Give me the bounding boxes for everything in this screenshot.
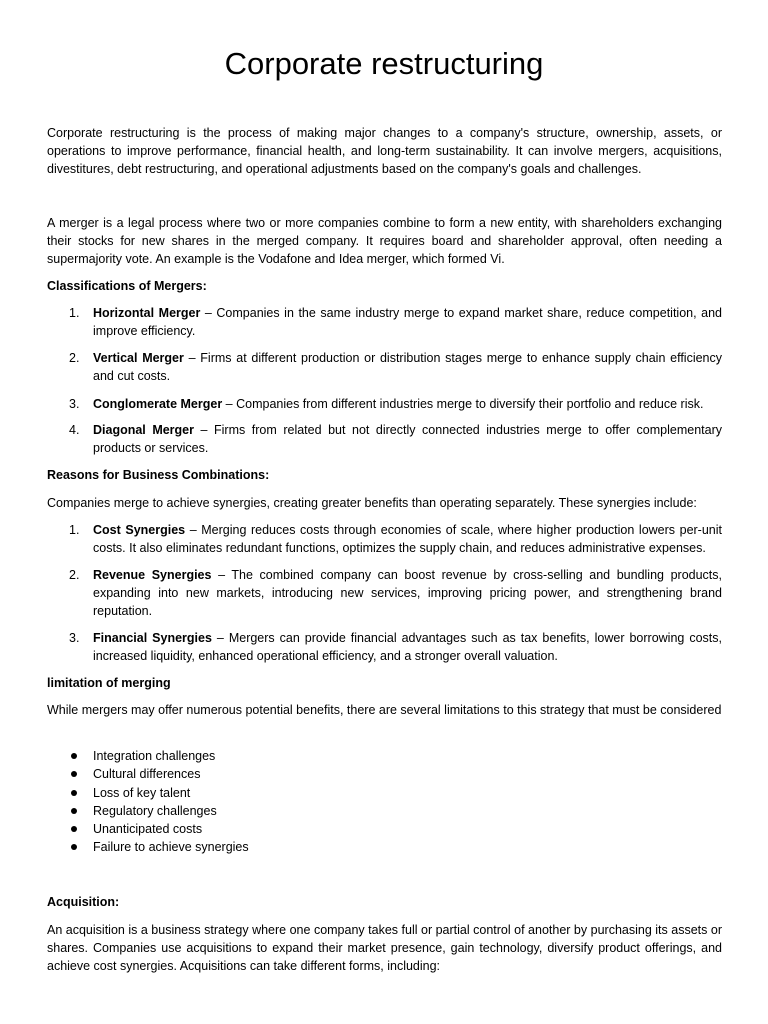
term: Financial Synergies	[93, 631, 212, 645]
description: – Merging reduces costs through economies of scale, where higher production lowers per-unit costs. It also eliminates redundant functions, optimizes the supply chain, and reduces administrative expenses.	[93, 523, 723, 555]
description: – Firms at different production or distribution stages merge to enhance supply chain efficiency and cut costs.	[93, 351, 723, 383]
list-number: 4.	[69, 423, 80, 437]
bullet-icon	[71, 790, 77, 796]
term: Vertical Merger	[93, 351, 184, 365]
term: Cost Synergies	[93, 523, 186, 537]
term: Revenue Synergies	[93, 568, 212, 582]
acquisition-heading: Acquisition:	[47, 895, 120, 909]
term: Diagonal Merger	[93, 423, 194, 437]
bullet-icon	[71, 753, 77, 759]
list-item: Integration challenges	[47, 747, 722, 765]
list-number: 3.	[69, 631, 80, 645]
description: – Companies in the same industry merge to expand market share, reduce competition, and improve efficiency.	[93, 306, 722, 338]
description: – Firms from related but not directly connected industries merge to offer complementary products or services.	[93, 423, 722, 455]
classifications-heading: Classifications of Mergers:	[47, 279, 207, 293]
term: Conglomerate Merger	[93, 397, 223, 411]
reasons-intro: Companies merge to achieve synergies, creating greater benefits than operating separately. These synergies include:	[47, 496, 697, 510]
limitations-heading: limitation of merging	[47, 676, 171, 690]
bullet-icon	[71, 808, 77, 814]
acquisition-paragraph: An acquisition is a business strategy where one company takes full or partial control of another by purchasing its assets or shares. Companies use acquisitions to expand their market presence, gain technology, diversify product offerings, and achieve cost synergies. Acquisitions can take different forms, including:	[47, 923, 722, 973]
bullet-icon	[71, 771, 77, 777]
list-item: Failure to achieve synergies	[47, 838, 722, 856]
description: – Companies from different industries merge to diversify their portfolio and reduce risk.	[222, 397, 704, 411]
list-number: 2.	[69, 351, 80, 365]
list-item: Cultural differences	[47, 765, 722, 783]
description: – Mergers can provide financial advantages such as tax benefits, lower borrowing costs, increased liquidity, enhanced operational efficiency, and a stronger overall valuation.	[93, 631, 722, 663]
bullet-icon	[71, 844, 77, 850]
page-title: Corporate restructuring	[224, 46, 544, 81]
merger-definition-paragraph: A merger is a legal process where two or more companies combine to form a new entity, with shareholders exchanging their stocks for new shares in the merged company. It requires board and shareholder approval, often needing a supermajority vote. An example is the Vodafone and Idea merger, which formed Vi.	[47, 216, 722, 266]
description: – The combined company can boost revenue by cross-selling and bundling products, expanding into new markets, introducing new services, improving pricing power, and strengthening brand reputation.	[93, 568, 722, 618]
list-item: Unanticipated costs	[47, 820, 722, 838]
limitations-intro: While mergers may offer numerous potential benefits, there are several limitations to this strategy that must be considered	[47, 703, 722, 717]
list-item: Regulatory challenges	[47, 802, 722, 820]
list-number: 2.	[69, 568, 80, 582]
intro-paragraph: Corporate restructuring is the process of making major changes to a company's structure, ownership, assets, or operations to improve performance, financial health, and long-term sustainability. It can involve mergers, acquisitions, divestitures, debt restructuring, and operational adjustments based on the company's goals and challenges.	[47, 126, 722, 176]
bullet-icon	[71, 826, 77, 832]
list-number: 3.	[69, 397, 80, 411]
list-item: Loss of key talent	[47, 784, 722, 802]
list-number: 1.	[69, 306, 80, 320]
reasons-heading: Reasons for Business Combinations:	[47, 468, 270, 482]
term: Horizontal Merger	[93, 306, 201, 320]
list-number: 1.	[69, 523, 80, 537]
